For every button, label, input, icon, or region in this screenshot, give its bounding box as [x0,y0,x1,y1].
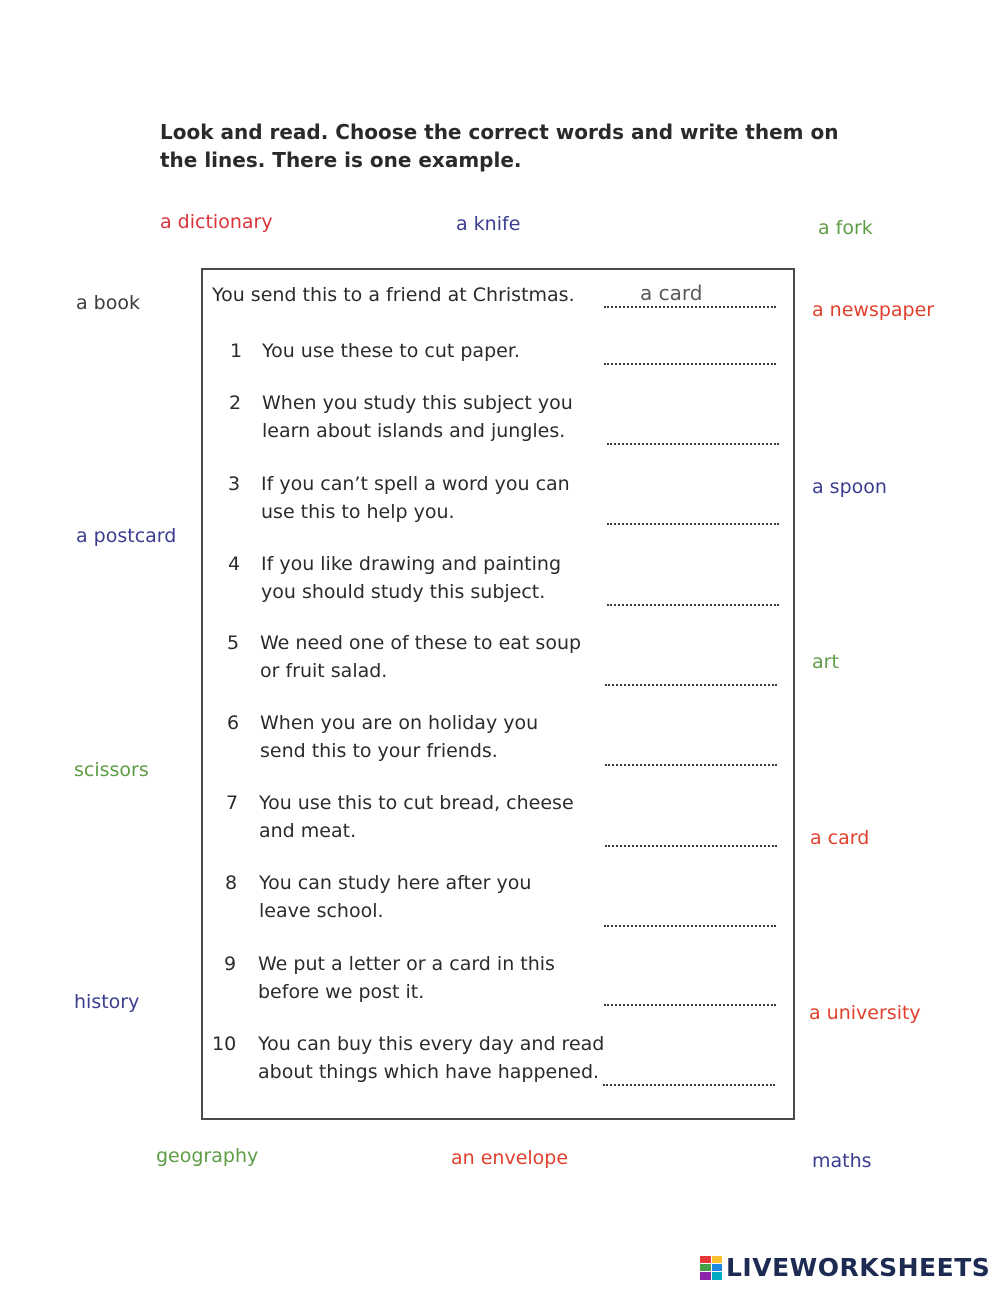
answer-line-6[interactable] [605,764,777,766]
example-text: You send this to a friend at Christmas. [212,284,575,306]
word-a-fork[interactable]: a fork [818,217,873,239]
word-scissors[interactable]: scissors [74,759,149,781]
word-a-spoon[interactable]: a spoon [812,476,887,498]
question-text: When you study this subject you learn about islands and jungles. [262,392,573,442]
question-number: 2 [229,392,242,414]
question-text: You can buy this every day and read about things which have happened. [258,1033,605,1083]
example-answer: a card [640,281,703,305]
question-number: 7 [226,792,239,814]
word-art[interactable]: art [812,651,839,673]
word-a-postcard[interactable]: a postcard [76,525,177,547]
word-a-knife[interactable]: a knife [456,213,521,235]
question-text: We put a letter or a card in this before we post it. [258,953,555,1003]
answer-line-10[interactable] [603,1084,775,1086]
liveworksheets-logo-text: LIVEWORKSHEETS [726,1253,991,1282]
word-a-university[interactable]: a university [809,1002,921,1024]
answer-line-2[interactable] [607,443,779,445]
answer-line-9[interactable] [604,1004,776,1006]
word-maths[interactable]: maths [812,1150,872,1172]
word-a-dictionary[interactable]: a dictionary [160,211,273,233]
question-number: 8 [225,872,238,894]
question-text: You can study here after you leave school. [259,872,532,922]
liveworksheets-logo [700,1253,990,1282]
example-answer-line [604,306,776,308]
word-a-newspaper[interactable]: a newspaper [812,299,935,321]
question-text: You use this to cut bread, cheese and meat. [259,792,574,842]
question-text: You use these to cut paper. [262,340,520,362]
instructions: Look and read. Choose the correct words and write them on the lines. There is one example. [160,120,839,172]
answer-line-4[interactable] [607,604,779,606]
question-number: 10 [212,1033,237,1055]
liveworksheets-logo-icon [700,1256,722,1280]
word-history[interactable]: history [74,991,140,1013]
question-number: 6 [227,712,240,734]
answer-line-8[interactable] [604,925,776,927]
question-number: 9 [224,953,237,975]
question-number: 4 [228,553,241,575]
word-geography[interactable]: geography [156,1145,259,1167]
word-a-card[interactable]: a card [810,827,870,849]
answer-line-3[interactable] [607,523,779,525]
question-text: We need one of these to eat soup or fruit salad. [260,632,582,682]
question-number: 1 [230,340,243,362]
question-text: If you can’t spell a word you can use this to help you. [261,473,570,523]
word-a-book[interactable]: a book [76,292,140,314]
answer-line-1[interactable] [604,363,776,365]
question-text: If you like drawing and painting you should study this subject. [261,553,562,603]
question-number: 5 [227,632,240,654]
answer-line-5[interactable] [605,684,777,686]
word-an-envelope[interactable]: an envelope [451,1147,569,1169]
question-number: 3 [228,473,241,495]
answer-line-7[interactable] [605,845,777,847]
question-text: When you are on holiday you send this to your friends. [260,712,539,762]
